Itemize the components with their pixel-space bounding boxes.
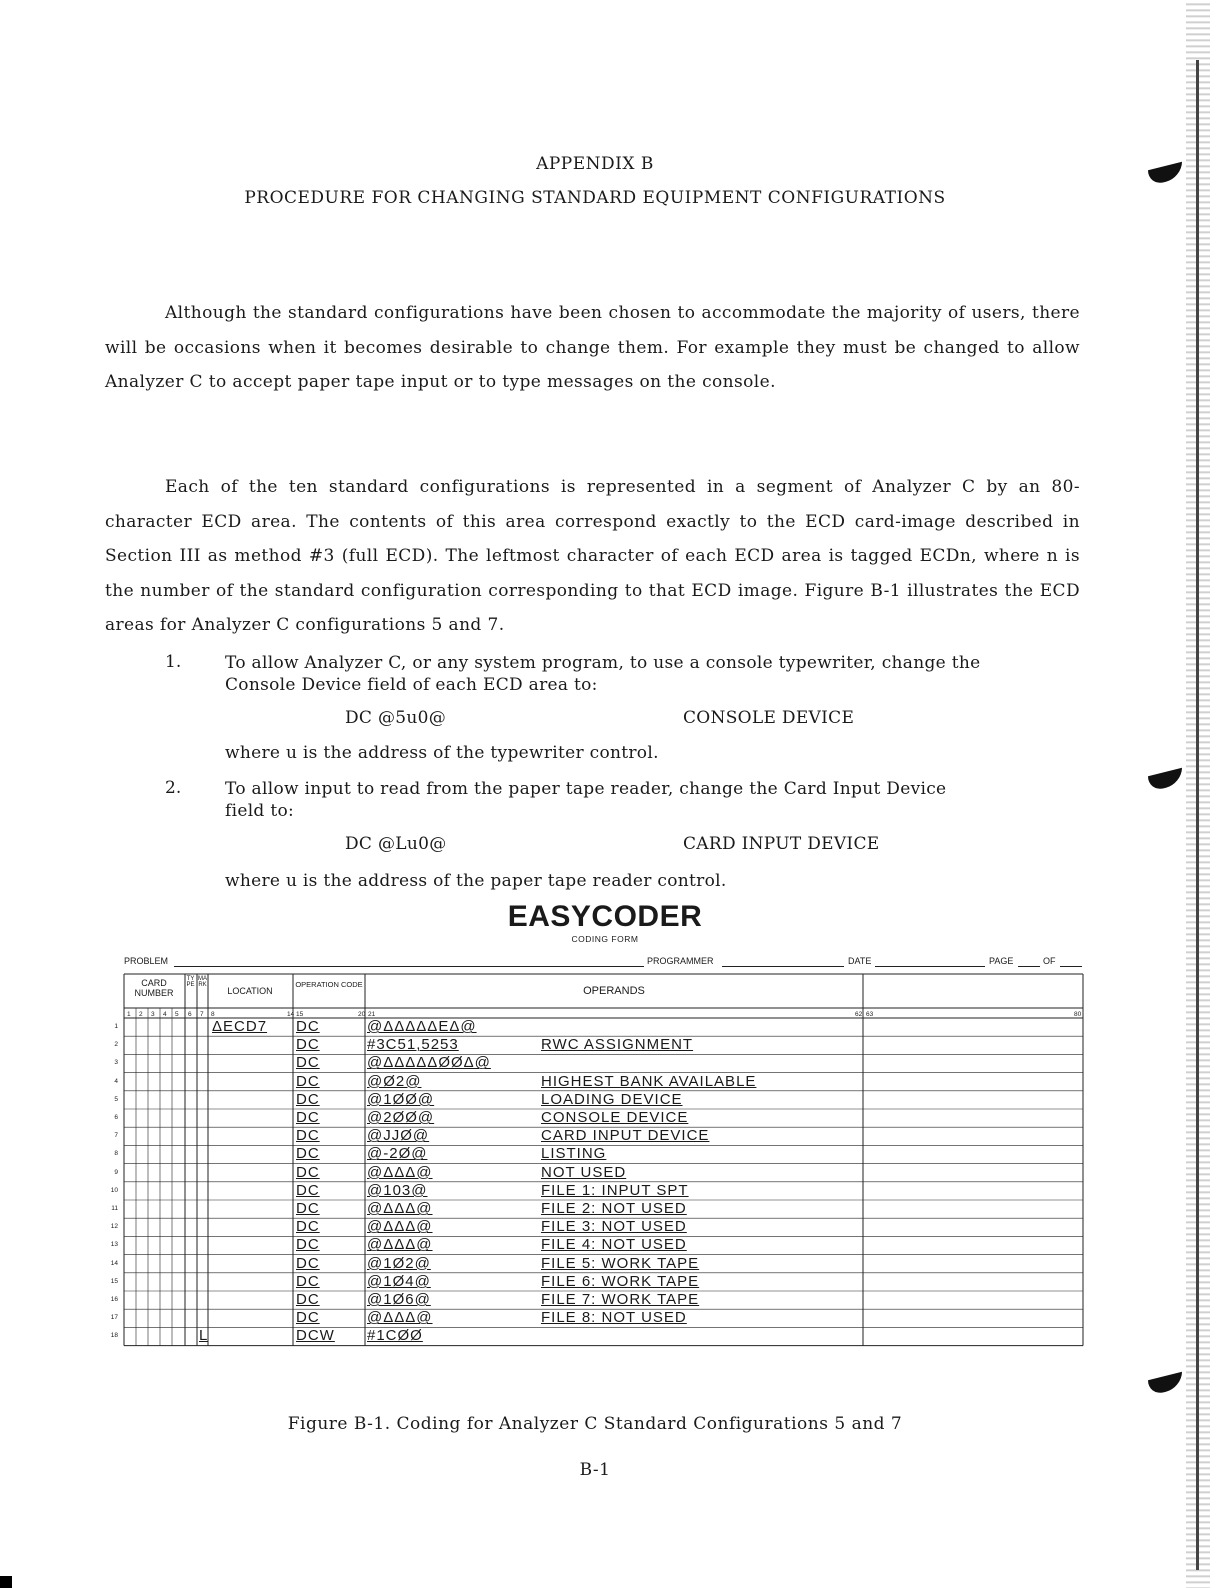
comment-cell: CARD INPUT DEVICE	[541, 1127, 710, 1145]
row-number: 18	[110, 1332, 118, 1340]
operation-cell: DC	[296, 1200, 320, 1217]
comment-cell: LOADING DEVICE	[541, 1090, 683, 1108]
comment-cell: FILE 2: NOT USED	[541, 1200, 687, 1217]
page-number: B-1	[579, 1460, 611, 1480]
appendix-title: PROCEDURE FOR CHANGING STANDARD EQUIPMENT CONFIGURATIONS	[244, 188, 946, 208]
column-tick-label: 14	[287, 1011, 295, 1018]
location-header: LOCATION	[227, 986, 273, 996]
date-label: DATE	[848, 956, 872, 966]
comment-cell: FILE 3: NOT USED	[541, 1218, 687, 1236]
operand-cell: @Ø2@	[367, 1072, 422, 1090]
operation-cell: DC	[296, 1090, 320, 1108]
form-title: EASYCODER	[507, 900, 703, 933]
form-subtitle: CODING FORM	[571, 934, 639, 944]
operand-cell: @1Ø2@	[367, 1254, 431, 1272]
column-tick-label: 2	[139, 1011, 143, 1018]
appendix-label: APPENDIX B	[536, 154, 654, 174]
operation-cell: DC	[296, 1145, 320, 1163]
operand-cell: @JJØ@	[367, 1127, 430, 1145]
operand-cell: @ΔΔΔ@	[367, 1163, 433, 1181]
step-2-note: where u is the address of the paper tape reader control.	[225, 871, 727, 891]
column-tick-label: 63	[866, 1011, 874, 1018]
problem-label: PROBLEM	[124, 956, 169, 966]
step-2-code-comment: CARD INPUT DEVICE	[683, 834, 880, 854]
operand-cell: @ΔΔΔ@	[367, 1236, 433, 1254]
step-1-number: 1.	[165, 652, 182, 672]
operand-cell: #1CØØ	[367, 1327, 423, 1345]
row-number: 12	[110, 1223, 118, 1231]
operand-cell: @ΔΔΔ@	[367, 1218, 433, 1236]
row-number: 8	[114, 1150, 118, 1158]
row-number: 11	[111, 1205, 118, 1212]
comment-cell: FILE 1: INPUT SPT	[541, 1181, 689, 1199]
column-tick-label: 8	[211, 1011, 215, 1018]
comment-cell: FILE 7: WORK TAPE	[541, 1291, 700, 1308]
operation-cell: DC	[296, 1054, 320, 1072]
operand-cell: @103@	[367, 1181, 428, 1199]
operation-cell: DC	[296, 1072, 320, 1090]
row-number: 17	[110, 1314, 118, 1322]
card-number-header: CARD NUMBER	[134, 978, 174, 998]
row-number: 13	[110, 1241, 118, 1249]
operand-cell: @1ØØ@	[367, 1090, 435, 1108]
step-1-code: DC @5u0@	[345, 708, 447, 728]
operation-cell: DCW	[296, 1327, 335, 1345]
mark-cell: L	[199, 1327, 209, 1345]
column-tick-label: 21	[368, 1011, 376, 1018]
paragraph-2-text: Each of the ten standard configurations is represented in a segment of Analyzer C by an 80-character ECD area. The contents of this area correspond exactly to the ECD card-image described in Section III as method #3 (full ECD). The leftmost character of each ECD area is tagged ECDn, where n is the number of the standard configuration corresponding to that ECD image. Figure B-1 illustrates the ECD areas for Analyzer C configurations 5 and 7.	[105, 477, 1080, 635]
operand-cell: @1Ø4@	[367, 1272, 431, 1290]
operation-cell: DC	[296, 1036, 320, 1054]
step-2-text: To allow input to read from the paper tape reader, change the Card Input Device field to:	[225, 779, 947, 821]
step-1-code-comment: CONSOLE DEVICE	[683, 708, 855, 728]
programmer-label: PROGRAMMER	[647, 956, 714, 966]
operation-cell: DC	[296, 1309, 320, 1327]
column-tick-label: 4	[163, 1011, 167, 1018]
row-number: 10	[110, 1186, 118, 1194]
comment-cell: FILE 6: WORK TAPE	[541, 1272, 700, 1290]
operand-cell: @ΔΔΔ@	[367, 1309, 433, 1327]
figure-caption: Figure B-1. Coding for Analyzer C Standard Configurations 5 and 7	[287, 1414, 903, 1434]
operand-cell: @2ØØ@	[367, 1109, 435, 1126]
operand-cell: #3C51,5253	[367, 1036, 459, 1054]
row-number: 14	[110, 1259, 118, 1267]
comment-cell: CONSOLE DEVICE	[541, 1109, 689, 1126]
binding-edge-line	[1196, 60, 1199, 1570]
operation-cell: DC	[296, 1018, 320, 1035]
column-tick-label: 3	[151, 1011, 155, 1018]
type-header: TYPE	[186, 976, 195, 988]
row-number: 5	[114, 1095, 118, 1103]
step-2-number: 2.	[165, 778, 182, 798]
operation-cell: DC	[296, 1291, 320, 1308]
row-number: 2	[114, 1041, 118, 1049]
operand-cell: @1Ø6@	[367, 1291, 431, 1308]
scan-corner-mark	[0, 1576, 12, 1588]
column-tick-label: 20	[358, 1011, 366, 1018]
comment-cell: HIGHEST BANK AVAILABLE	[541, 1072, 757, 1090]
column-tick-label: 62	[855, 1011, 863, 1018]
operation-cell: DC	[296, 1254, 320, 1272]
comment-cell: LISTING	[541, 1145, 607, 1163]
operand-cell: @ΔΔΔΔΔEΔ@	[367, 1018, 477, 1035]
operation-cell: DC	[296, 1181, 320, 1199]
operation-cell: DC	[296, 1272, 320, 1290]
comment-cell: NOT USED	[541, 1163, 627, 1181]
comment-cell: FILE 5: WORK TAPE	[541, 1254, 700, 1272]
column-tick-label: 6	[188, 1011, 192, 1018]
of-label: OF	[1043, 956, 1056, 966]
comment-cell: FILE 4: NOT USED	[541, 1236, 687, 1254]
row-number: 7	[114, 1132, 118, 1140]
operation-code-header: OPERATION CODE	[295, 980, 363, 989]
step-1-note: where u is the address of the typewriter control.	[225, 743, 659, 763]
operand-cell: @ΔΔΔΔΔØØΔ@	[367, 1054, 491, 1072]
row-number: 16	[110, 1296, 118, 1303]
comment-cell: RWC ASSIGNMENT	[541, 1036, 694, 1054]
comment-cell: FILE 8: NOT USED	[541, 1309, 687, 1327]
row-number: 4	[114, 1077, 118, 1085]
location-cell: ΔECD7	[212, 1018, 268, 1035]
page-label: PAGE	[989, 956, 1014, 966]
operation-cell: DC	[296, 1236, 320, 1254]
row-number: 15	[110, 1277, 118, 1285]
operand-cell: @-2Ø@	[367, 1145, 428, 1163]
column-tick-label: 80	[1074, 1011, 1082, 1018]
paragraph-1-text: Although the standard configurations have been chosen to accommodate the majority of users, there will be occasions when it becomes desirable to change them. For example they must be changed to allow Analyzer C to accept paper tape input or to type messages on the console.	[105, 303, 1080, 392]
step-2-code: DC @Lu0@	[345, 834, 447, 854]
operation-cell: DC	[296, 1163, 320, 1181]
operation-cell: DC	[296, 1127, 320, 1145]
column-tick-label: 1	[127, 1011, 131, 1018]
operand-cell: @ΔΔΔ@	[367, 1200, 433, 1217]
step-1-text: To allow Analyzer C, or any system program, to use a console typewriter, change the Console Device field of each ECD area to:	[225, 653, 981, 695]
operation-cell: DC	[296, 1218, 320, 1236]
row-number: 1	[114, 1023, 118, 1030]
row-number: 6	[114, 1114, 118, 1121]
column-tick-label: 7	[200, 1011, 204, 1018]
row-number: 9	[114, 1168, 118, 1176]
row-number: 3	[114, 1059, 118, 1067]
column-tick-label: 15	[296, 1011, 304, 1018]
operands-header: OPERANDS	[583, 985, 645, 997]
column-tick-label: 5	[175, 1011, 179, 1018]
mark-header: MARK	[198, 976, 207, 988]
operation-cell: DC	[296, 1109, 320, 1126]
